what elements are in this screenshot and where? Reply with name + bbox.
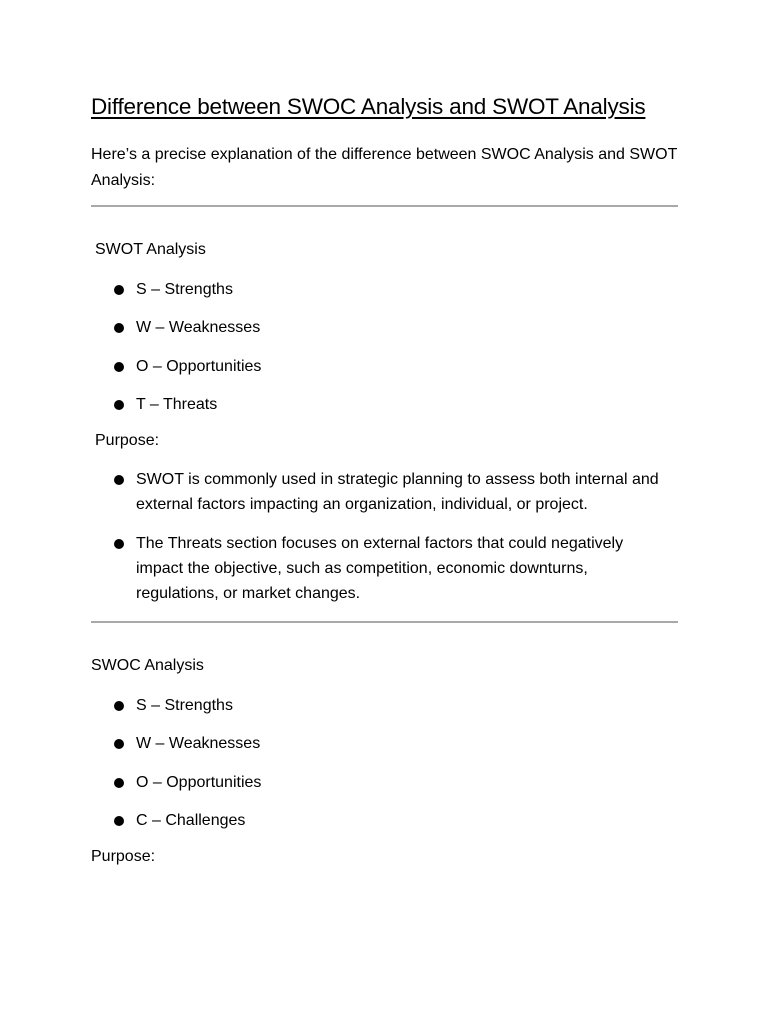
horizontal-rule [91, 205, 678, 207]
swoc-purpose-label: Purpose: [91, 848, 156, 865]
swoc-heading: SWOC Analysis [91, 657, 204, 674]
list-item-text: T – Threats [136, 395, 218, 413]
list-item-text: S – Strengths [136, 697, 233, 714]
bullet-icon [114, 362, 124, 372]
list-item [113, 467, 673, 517]
list-item [113, 277, 261, 315]
list-item-text: O – Opportunities [136, 773, 262, 791]
bullet-icon [114, 701, 124, 711]
list-item-text: W – Weaknesses [136, 735, 261, 753]
list-item [113, 770, 261, 808]
list-item [113, 731, 261, 769]
swot-heading: SWOT Analysis [95, 241, 206, 258]
list-item [113, 808, 261, 846]
list-item-text: W – Weaknesses [136, 319, 261, 337]
list-item-text: O – Opportunities [136, 357, 262, 375]
bullet-icon [114, 475, 124, 485]
list-item-text: C – Challenges [136, 811, 246, 829]
horizontal-rule [91, 621, 678, 623]
list-item [113, 531, 673, 606]
list-item [113, 693, 261, 731]
intro-paragraph: Here’s a precise explanation of the difference between SWOC Analysis and SWOT Analysis: [91, 146, 678, 189]
bullet-icon [114, 539, 124, 549]
list-item-text: S – Strengths [136, 281, 233, 298]
swoc-items-list [113, 693, 261, 846]
bullet-icon [114, 400, 124, 410]
list-item [113, 354, 261, 392]
swot-purpose-label: Purpose: [95, 432, 160, 449]
swot-purpose-list [113, 467, 673, 620]
list-item-text: SWOT is commonly used in strategic planning to assess both internal and external factors impacting an organization, individual, or project. [136, 471, 659, 513]
bullet-icon [114, 323, 124, 333]
bullet-icon [114, 778, 124, 788]
bullet-icon [114, 739, 124, 749]
bullet-icon [114, 285, 124, 295]
document-title: Difference between SWOC Analysis and SWOT Analysis [91, 94, 646, 119]
bullet-icon [114, 816, 124, 826]
list-item-text: The Threats section focuses on external factors that could negatively impact the objective, such as competition, economic downturns, regulations, or market changes. [136, 535, 624, 602]
list-item [113, 315, 261, 353]
swot-items-list [113, 277, 261, 430]
list-item [113, 392, 261, 430]
